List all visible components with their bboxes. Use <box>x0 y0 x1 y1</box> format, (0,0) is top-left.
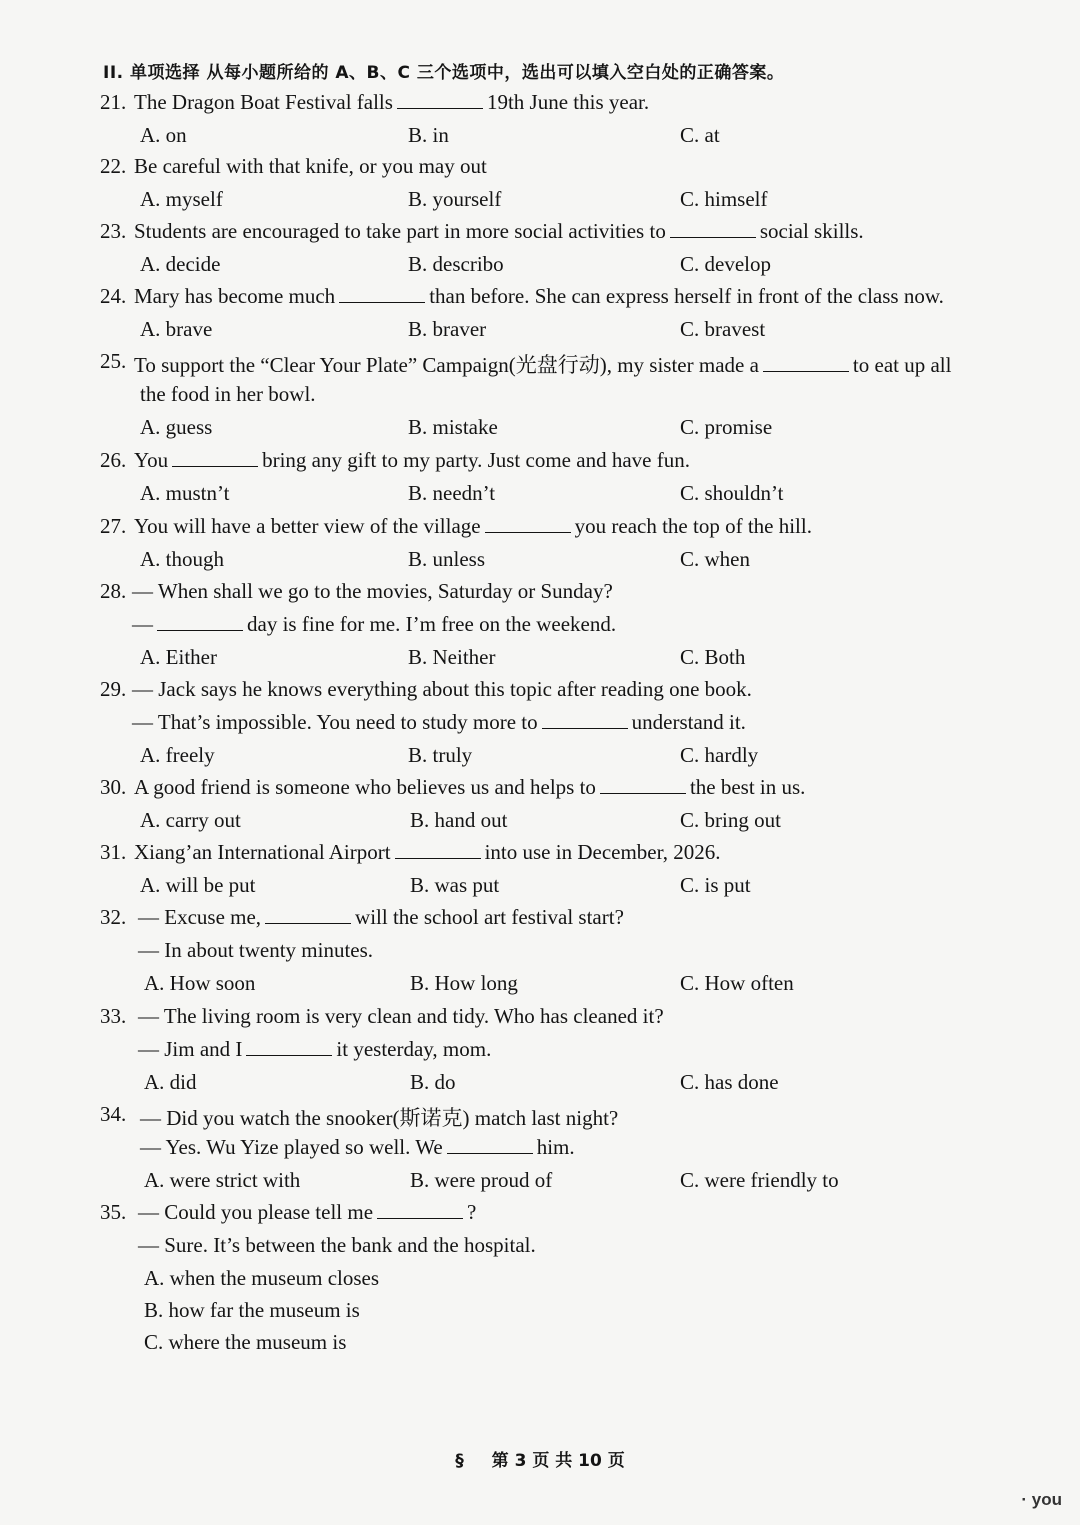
question-reply: — That’s impossible. You need to study more to understand it. <box>132 710 746 734</box>
answer-blank[interactable] <box>157 612 243 631</box>
option-a[interactable]: A. were strict with <box>144 1168 301 1192</box>
question-stem: — Excuse me, will the school art festival start? <box>138 905 624 929</box>
question-stem: — Did you watch the snooker(斯诺克) match last night? <box>140 1106 619 1130</box>
question-number: 21. <box>100 90 127 114</box>
question-number: 28. <box>100 579 127 603</box>
question-stem: Mary has become much than before. She can express herself in front of the class now. <box>134 284 944 308</box>
question-stem: You will have a better view of the village you reach the top of the hill. <box>134 514 812 538</box>
answer-blank[interactable] <box>600 775 686 794</box>
question-number: 33. <box>100 1004 127 1028</box>
question-number: 34. <box>100 1102 127 1126</box>
option-a[interactable]: A. though <box>140 547 224 571</box>
option-b[interactable]: B. truly <box>408 743 473 767</box>
question-stem: To support the “Clear Your Plate” Campaign(光盘行动), my sister made a to eat up all <box>134 353 952 377</box>
option-b[interactable]: B. in <box>408 123 449 147</box>
section-title: II. 单项选择 从每小题所给的 A、B、C 三个选项中，选出可以填入空白处的正确答案。 <box>103 63 785 83</box>
question-number: 23. <box>100 219 127 243</box>
question-stem: A good friend is someone who believes us and helps to the best in us. <box>134 775 806 799</box>
question-reply: — day is fine for me. I’m free on the weekend. <box>132 612 617 636</box>
answer-blank[interactable] <box>246 1037 332 1056</box>
question-stem: — Could you please tell me ? <box>138 1200 477 1224</box>
option-c[interactable]: C. were friendly to <box>680 1168 839 1192</box>
question-number: 31. <box>100 840 127 864</box>
option-a[interactable]: A. on <box>140 123 187 147</box>
answer-blank[interactable] <box>377 1200 463 1219</box>
question-number: 32. <box>100 905 127 929</box>
question-number: 22. <box>100 154 127 178</box>
question-stem: You bring any gift to my party. Just come and have fun. <box>134 448 690 472</box>
question-number: 26. <box>100 448 127 472</box>
option-b[interactable]: B. were proud of <box>410 1168 553 1192</box>
page-number: 第 3 页 共 10 页 <box>491 1451 625 1471</box>
option-b[interactable]: B. describo <box>408 252 504 276</box>
option-c[interactable]: C. shouldn’t <box>680 481 784 505</box>
question-number: 30. <box>100 775 127 799</box>
question-reply: — Yes. Wu Yize played so well. We him. <box>140 1135 575 1159</box>
answer-blank[interactable] <box>485 514 571 533</box>
option-a[interactable]: A. brave <box>140 317 213 341</box>
option-c[interactable]: C. How often <box>680 971 794 995</box>
option-c[interactable]: C. has done <box>680 1070 779 1094</box>
option-b[interactable]: B. do <box>410 1070 456 1094</box>
question-stem: Be careful with that knife, or you may out <box>134 154 487 178</box>
answer-blank[interactable] <box>670 219 756 238</box>
answer-blank[interactable] <box>172 448 258 467</box>
question-number: 25. <box>100 349 127 373</box>
option-b[interactable]: B. how far the museum is <box>144 1298 360 1322</box>
option-c[interactable]: C. promise <box>680 415 773 439</box>
footer-mark: § <box>455 1451 464 1471</box>
option-a[interactable]: A. did <box>144 1070 197 1094</box>
option-a[interactable]: A. carry out <box>140 808 241 832</box>
option-c[interactable]: C. develop <box>680 252 771 276</box>
question-stem: — Jack says he knows everything about this topic after reading one book. <box>132 677 752 701</box>
option-a[interactable]: A. How soon <box>144 971 256 995</box>
option-b[interactable]: B. mistake <box>408 415 498 439</box>
option-c[interactable]: C. himself <box>680 187 768 211</box>
option-c[interactable]: C. at <box>680 123 720 147</box>
question-number: 29. <box>100 677 127 701</box>
question-reply: — In about twenty minutes. <box>138 938 374 962</box>
option-b[interactable]: B. braver <box>408 317 487 341</box>
corner-watermark: · you <box>1021 1490 1062 1509</box>
option-a[interactable]: A. guess <box>140 415 213 439</box>
question-number: 27. <box>100 514 127 538</box>
option-b[interactable]: B. Neither <box>408 645 496 669</box>
option-a[interactable]: A. mustn’t <box>140 481 230 505</box>
page-footer <box>0 1446 1080 1471</box>
option-c[interactable]: C. is put <box>680 873 751 897</box>
question-stem: Xiang’an International Airport into use in December, 2026. <box>134 840 721 864</box>
option-a[interactable]: A. freely <box>140 743 215 767</box>
option-c[interactable]: C. bring out <box>680 808 781 832</box>
option-a[interactable]: A. when the museum closes <box>144 1266 380 1290</box>
option-b[interactable]: B. needn’t <box>408 481 496 505</box>
answer-blank[interactable] <box>395 840 481 859</box>
question-reply: — Jim and I it yesterday, mom. <box>138 1037 492 1061</box>
option-c[interactable]: C. when <box>680 547 750 571</box>
question-stem: — The living room is very clean and tidy. Who has cleaned it? <box>138 1004 664 1028</box>
question-stem: Students are encouraged to take part in more social activities to social skills. <box>134 219 864 243</box>
answer-blank[interactable] <box>447 1135 533 1154</box>
answer-blank[interactable] <box>397 90 483 109</box>
question-stem: — When shall we go to the movies, Saturday or Sunday? <box>132 579 613 603</box>
option-a[interactable]: A. decide <box>140 252 221 276</box>
option-b[interactable]: B. hand out <box>410 808 508 832</box>
question-reply: — Sure. It’s between the bank and the hospital. <box>138 1233 536 1257</box>
option-b[interactable]: B. unless <box>408 547 486 571</box>
answer-blank[interactable] <box>763 353 849 372</box>
option-c[interactable]: C. bravest <box>680 317 766 341</box>
question-number: 24. <box>100 284 127 308</box>
question-number: 35. <box>100 1200 127 1224</box>
option-a[interactable]: A. myself <box>140 187 223 211</box>
option-c[interactable]: C. where the museum is <box>144 1330 347 1354</box>
option-b[interactable]: B. yourself <box>408 187 502 211</box>
option-b[interactable]: B. How long <box>410 971 518 995</box>
question-stem: The Dragon Boat Festival falls 19th June this year. <box>134 90 650 114</box>
answer-blank[interactable] <box>265 905 351 924</box>
option-c[interactable]: C. Both <box>680 645 746 669</box>
option-a[interactable]: A. Either <box>140 645 217 669</box>
option-a[interactable]: A. will be put <box>140 873 256 897</box>
option-c[interactable]: C. hardly <box>680 743 759 767</box>
question-stem-continued: the food in her bowl. <box>140 382 316 406</box>
answer-blank[interactable] <box>339 284 425 303</box>
answer-blank[interactable] <box>542 710 628 729</box>
option-b[interactable]: B. was put <box>410 873 500 897</box>
